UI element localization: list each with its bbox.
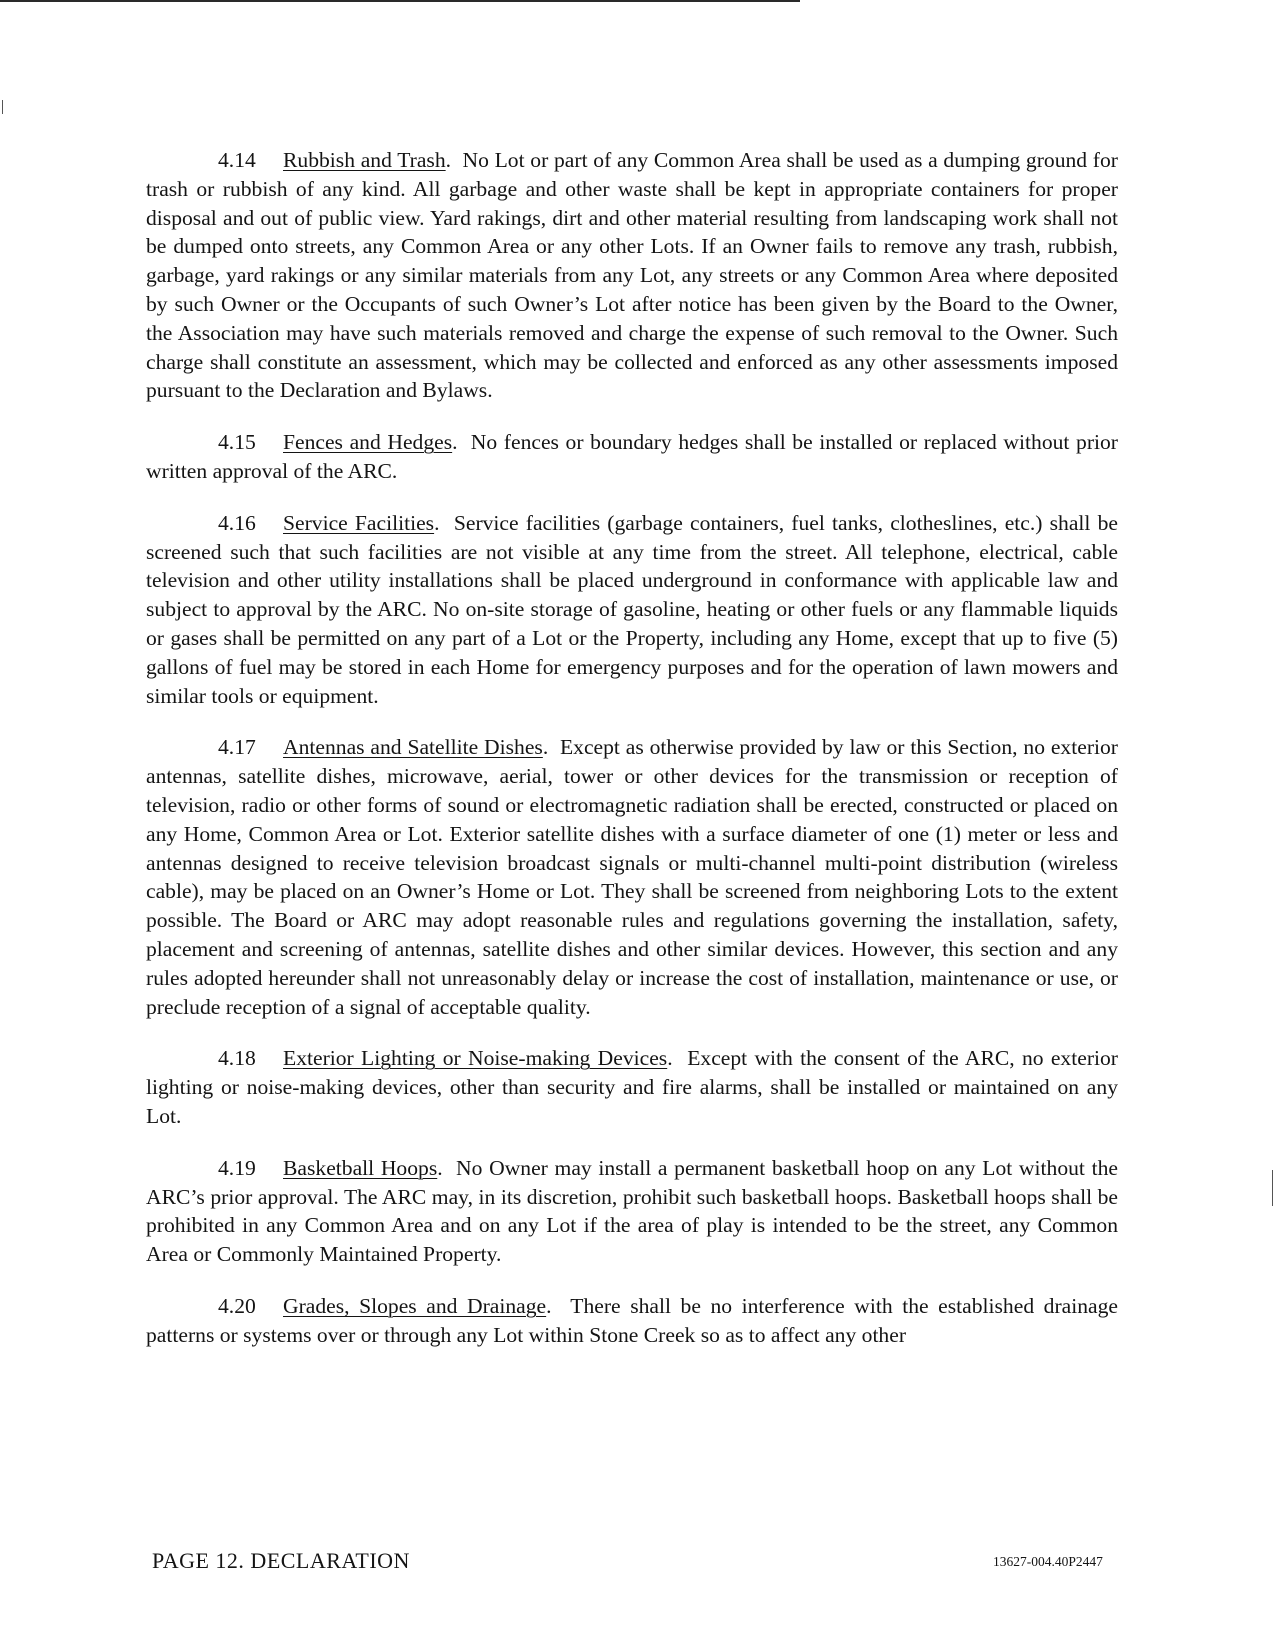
section-4-15: 4.15 Fences and Hedges. No fences or boundary hedges shall be installed or replaced without prior written approval of the ARC. xyxy=(146,430,1118,483)
section-heading: Grades, Slopes and Drainage xyxy=(283,1293,547,1318)
section-text: No Owner may install a permanent basketball hoop on any Lot without the ARC’s prior approval. The ARC may, in its discretion, prohibit such basketball hoops. Basketball hoops shall be prohibited in any Common Area and on any Lot if the area of play is intended to be the street, any Common Area or Commonly Maintained Property. xyxy=(146,1155,1118,1267)
section-number: 4.18 xyxy=(218,1046,256,1071)
right-edge-mark xyxy=(1272,1170,1273,1206)
section-number: 4.14 xyxy=(218,148,256,172)
left-edge-mark xyxy=(2,100,3,114)
section-number: 4.17 xyxy=(218,735,256,760)
section-text: Service facilities (garbage containers, fuel tanks, clotheslines, etc.) shall be screened such that such facilities are not visible at any time from the street. All telephone, electrical, cable television and other utility installations shall be placed underground in conformance with applicable law and subject to approval by the ARC. No on-site storage of gasoline, heating or other fuels or any flammable liquids or gases shall be permitted on any part of a Lot or the Property, including any Home, except that up to five (5) gallons of fuel may be stored in each Home for emergency purposes and for the operation of lawn mowers and similar tools or equipment. xyxy=(146,510,1118,708)
section-heading: Rubbish and Trash xyxy=(283,148,446,172)
document-body xyxy=(146,146,1118,1372)
section-4-19: 4.19 Basketball Hoops. No Owner may install a permanent basketball hoop on any Lot without the ARC’s prior approval. The ARC may, in its discretion, prohibit such basketball hoops. Basketball hoops shall be prohibited in any Common Area and on any Lot if the area of play is intended to be the street, any Common Area or Commonly Maintained Property. xyxy=(146,1155,1118,1267)
section-heading: Antennas and Satellite Dishes xyxy=(283,735,543,760)
section-4-16: 4.16 Service Facilities. Service facilities (garbage containers, fuel tanks, clotheslines, etc.) shall be screened such that such facilities are not visible at any time from the street. All telephone, electrical, cable television and other utility installations shall be placed underground in conformance with applicable law and subject to approval by the ARC. No on-site storage of gasoline, heating or other fuels or any flammable liquids or gases shall be permitted on any part of a Lot or the Property, including any Home, except that up to five (5) gallons of fuel may be stored in each Home for emergency purposes and for the operation of lawn mowers and similar tools or equipment. xyxy=(146,510,1118,708)
section-heading: Basketball Hoops xyxy=(283,1155,438,1180)
footer-doc-code: 13627-004.40P2447 xyxy=(993,1554,1103,1569)
section-text: Except with the consent of the ARC, no exterior lighting or noise-making devices, other than security and fire alarms, shall be installed or maintained on any Lot. xyxy=(146,1046,1118,1128)
top-border-line xyxy=(0,0,800,2)
section-text: No Lot or part of any Common Area shall be used as a dumping ground for trash or rubbish of any kind. All garbage and other waste shall be kept in appropriate containers for proper disposal and out of public view. Yard rakings, dirt and other material resulting from landscaping work shall not be dumped onto streets, any Common Area or any other Lots. If an Owner fails to remove any trash, rubbish, garbage, yard rakings or any similar materials from any Lot, any streets or any Common Area where deposited by such Owner or the Occupants of such Owner’s Lot after notice has been given by the Board to the Owner, the Association may have such materials removed and charge the expense of such removal to the Owner. Such charge shall constitute an assessment, which may be collected and enforced as any other assessments imposed pursuant to the Declaration and Bylaws. xyxy=(146,148,1118,403)
section-4-18: 4.18 Exterior Lighting or Noise-making Devices. Except with the consent of the ARC, no exterior lighting or noise-making devices, other than security and fire alarms, shall be installed or maintained on any Lot. xyxy=(146,1046,1118,1128)
section-4-20: 4.20 Grades, Slopes and Drainage. There shall be no interference with the established drainage patterns or systems over or through any Lot within Stone Creek so as to affect any other xyxy=(146,1293,1119,1347)
section-4-17: 4.17 Antennas and Satellite Dishes. Except as otherwise provided by law or this Section, no exterior antennas, satellite dishes, microwave, aerial, tower or other devices for the transmission or reception of television, radio or other forms of sound or electromagnetic radiation shall be erected, constructed or placed on any Home, Common Area or Lot. Exterior satellite dishes with a surface diameter of one (1) meter or less and antennas designed to receive television broadcast signals or multi-channel multi-point distribution (wireless cable), may be placed on an Owner’s Home or Lot. They shall be screened from neighboring Lots to the extent possible. The Board or ARC may adopt reasonable rules and regulations governing the installation, safety, placement and screening of antennas, satellite dishes and other similar devices. However, this section and any rules adopted hereunder shall not unreasonably delay or increase the cost of installation, maintenance or use, or preclude reception of a signal of acceptable quality. xyxy=(146,735,1118,1019)
section-text: No fences or boundary hedges shall be installed or replaced without prior written approval of the ARC. xyxy=(146,430,1118,483)
section-number: 4.16 xyxy=(218,510,256,535)
section-heading: Exterior Lighting or Noise-making Devices xyxy=(283,1046,668,1071)
section-number: 4.19 xyxy=(218,1155,256,1180)
section-4-14: 4.14 Rubbish and Trash. No Lot or part of any Common Area shall be used as a dumping ground for trash or rubbish of any kind. All garbage and other waste shall be kept in appropriate containers for proper disposal and out of public view. Yard rakings, dirt and other material resulting from landscaping work shall not be dumped onto streets, any Common Area or any other Lots. If an Owner fails to remove any trash, rubbish, garbage, yard rakings or any similar materials from any Lot, any streets or any Common Area where deposited by such Owner or the Occupants of such Owner’s Lot after notice has been given by the Board to the Owner, the Association may have such materials removed and charge the expense of such removal to the Owner. Such charge shall constitute an assessment, which may be collected and enforced as any other assessments imposed pursuant to the Declaration and Bylaws. xyxy=(146,148,1118,403)
section-heading: Fences and Hedges xyxy=(283,430,453,455)
section-number: 4.15 xyxy=(218,430,256,455)
section-text: Except as otherwise provided by law or this Section, no exterior antennas, satellite dishes, microwave, aerial, tower or other devices for the transmission or reception of television, radio or other forms of sound or electromagnetic radiation shall be erected, constructed or placed on any Home, Common Area or Lot. Exterior satellite dishes with a surface diameter of one (1) meter or less and antennas designed to receive television broadcast signals or multi-channel multi-point distribution (wireless cable), may be placed on an Owner’s Home or Lot. They shall be screened from neighboring Lots to the extent possible. The Board or ARC may adopt reasonable rules and regulations governing the installation, safety, placement and screening of antennas, satellite dishes and other similar devices. However, this section and any rules adopted hereunder shall not unreasonably delay or increase the cost of installation, maintenance or use, or preclude reception of a signal of acceptable quality. xyxy=(146,735,1118,1019)
footer-page-label: PAGE 12. DECLARATION xyxy=(152,1548,410,1573)
section-text: There shall be no interference with the established drainage patterns or systems over or through any Lot within Stone Creek so as to affect any other xyxy=(146,1293,1119,1347)
section-number: 4.20 xyxy=(218,1293,256,1318)
section-heading: Service Facilities xyxy=(283,510,435,535)
